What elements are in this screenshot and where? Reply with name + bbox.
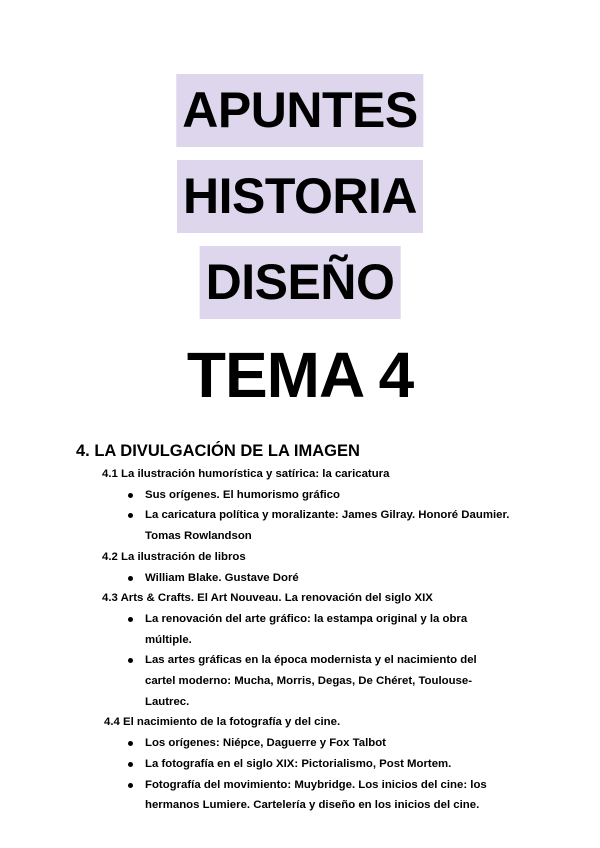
bullet-dot-icon xyxy=(128,513,133,518)
subsection-title: 4.1 La ilustración humorística y satírica: la caricatura xyxy=(102,468,390,480)
bullet-dot-icon xyxy=(128,617,133,622)
list-item xyxy=(0,609,510,650)
list-item-text: Sus orígenes. El humorismo gráfico xyxy=(145,488,340,501)
title-line-diseno: DISEÑO xyxy=(200,246,401,319)
list-item xyxy=(0,485,510,506)
bullet-dot-icon xyxy=(128,762,133,767)
list-item xyxy=(0,568,510,589)
subsection-title: 4.2 La ilustración de libros xyxy=(102,550,246,563)
list-item xyxy=(0,754,510,775)
list-item xyxy=(0,775,510,816)
bullet-dot-icon xyxy=(128,741,133,746)
list-item-text: La fotografía en el siglo XIX: Pictorialismo, Post Mortem. xyxy=(145,757,452,770)
list-item-text: La caricatura política y moralizante: James Gilray. Honoré Daumier. Tomas Rowlandson xyxy=(145,509,510,543)
bullet-dot-icon xyxy=(128,658,133,663)
list-item-text: Las artes gráficas en la época modernista y el nacimiento del cartel moderno: Mucha, Morris, Degas, De Chéret, Toulouse-Lautrec. xyxy=(145,654,477,708)
title-line-historia: HISTORIA xyxy=(177,160,423,233)
list-item-text: William Blake. Gustave Doré xyxy=(145,571,299,584)
bullet-dot-icon xyxy=(128,493,133,498)
list-item-text: Los orígenes: Niépce, Daguerre y Fox Talbot xyxy=(145,737,386,750)
list-item xyxy=(0,650,510,712)
list-item xyxy=(0,733,510,754)
subsection-title: 4.4 El nacimiento de la fotografía y del cine. xyxy=(104,716,341,729)
subsection-title: 4.3 Arts & Crafts. El Art Nouveau. La renovación del siglo XIX xyxy=(102,592,433,605)
page-subtitle: TEMA 4 xyxy=(186,339,414,411)
section-heading: 4. LA DIVULGACIÓN DE LA IMAGEN xyxy=(76,442,360,460)
title-line-apuntes: APUNTES xyxy=(176,74,423,147)
bullet-dot-icon xyxy=(128,783,133,788)
bullet-dot-icon xyxy=(128,576,133,581)
list-item-text: Fotografía del movimiento: Muybridge. Los inicios del cine: los hermanos Lumiere. Cartelería y diseño en los inicios del cine. xyxy=(145,778,487,812)
list-item-text: La renovación del arte gráfico: la estampa original y la obra múltiple. xyxy=(145,612,468,646)
section-outline xyxy=(0,464,600,816)
list-item xyxy=(0,505,510,546)
